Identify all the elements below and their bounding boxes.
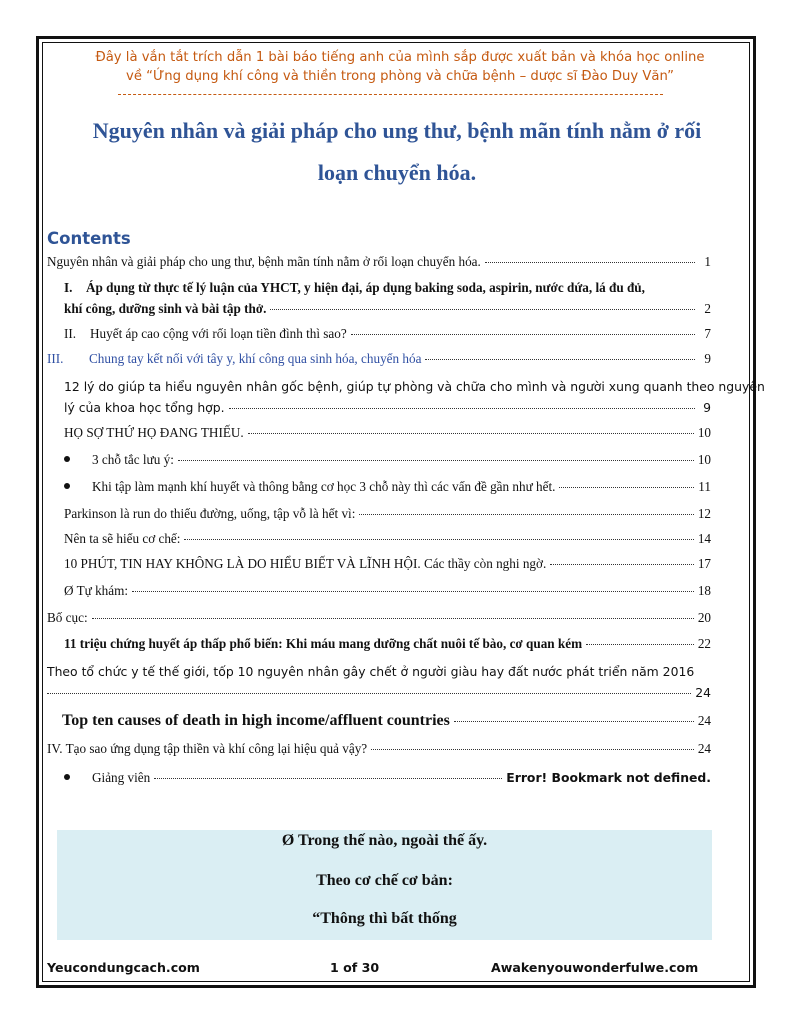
intro-line-1: Đây là vắn tắt trích dẫn 1 bài báo tiếng anh của mình sắp được xuất bản và khóa học online	[95, 50, 705, 65]
toc-entry[interactable]	[47, 254, 711, 270]
toc-page-number: 7	[704, 326, 711, 341]
toc-leader	[425, 359, 695, 360]
toc-entry[interactable]	[64, 636, 711, 652]
toc-leader	[132, 591, 694, 592]
toc-leader	[178, 460, 694, 461]
toc-leader	[586, 644, 694, 645]
toc-page-number: 10	[697, 425, 711, 440]
toc-entry-text: 10 PHÚT, TIN HAY KHÔNG LÀ DO HIỂU BIẾT VÀ LĨNH HỘI. Các thầy còn nghi ngờ.	[64, 556, 547, 571]
toc-entry-prefix: I.	[64, 280, 73, 295]
toc-entry-text: Theo tổ chức y tế thế giới, tốp 10 nguyên nhân gây chết ở người giàu hay đất nước phát triển năm 2016	[47, 664, 695, 679]
quote-box	[57, 830, 712, 940]
toc-leader	[92, 618, 694, 619]
toc-entry-text: 12 lý do giúp ta hiểu nguyên nhân gốc bệnh, giúp tự phòng và chữa cho mình và người xung quanh theo nguyên	[64, 379, 765, 394]
toc-page-number: 24	[697, 741, 711, 756]
toc-entry[interactable]	[64, 531, 711, 547]
bullet-icon	[64, 456, 70, 462]
toc-page-number: Error! Bookmark not defined.	[506, 770, 711, 785]
toc-leader	[485, 262, 695, 263]
quote-line-2: Theo cơ chế cơ bản:	[316, 872, 453, 889]
bullet-icon	[64, 483, 70, 489]
toc-leader	[184, 539, 693, 540]
dashed-divider	[118, 94, 663, 95]
toc-entry[interactable]	[64, 326, 711, 342]
toc-page-number: 9	[704, 351, 711, 366]
toc-leader	[229, 408, 695, 409]
toc-entry-text: Bố cục:	[47, 610, 88, 625]
quote-line-1: Ø Trong thế nào, ngoài thế ấy.	[281, 832, 488, 849]
toc-entry[interactable]	[64, 506, 711, 522]
toc-entry-text: Áp dụng từ thực tế lý luận của YHCT, y hiện đại, áp dụng baking soda, aspirin, nước dứa, lá đu đủ,	[86, 280, 645, 295]
toc-page-number: 10	[697, 452, 711, 467]
toc-page-number: 24	[697, 713, 711, 728]
toc-entry-text: Khi tập làm mạnh khí huyết và thông bằng cơ học 3 chỗ này thì các vấn đề gần như hết.	[92, 479, 556, 494]
toc-page-number: 14	[697, 531, 711, 546]
toc-entry-text: Nguyên nhân và giải pháp cho ung thư, bệnh mãn tính nằm ở rối loạn chuyển hóa.	[47, 254, 481, 269]
toc-entry[interactable]	[64, 770, 711, 786]
toc-leader	[351, 334, 695, 335]
toc-entry-text: Chung tay kết nối với tây y, khí công qua sinh hóa, chuyển hóa	[89, 351, 422, 366]
toc-page-number: 22	[697, 636, 711, 651]
toc-page-number: 20	[697, 610, 711, 625]
toc-entry-text: Ø Tự khám:	[64, 583, 129, 598]
toc-entry-text: 3 chỗ tắc lưu ý:	[92, 452, 174, 467]
toc-entry-text: Huyết áp cao cộng với rối loạn tiền đình thì sao?	[90, 326, 347, 341]
footer-left-site: Yeucondungcach.com	[47, 960, 200, 975]
toc-leader	[559, 487, 694, 488]
toc-entry[interactable]	[64, 479, 711, 495]
toc-entry-text: Top ten causes of death in high income/affluent countries	[62, 712, 450, 729]
toc-entry-text: HỌ SỢ THỨ HỌ ĐANG THIẾU.	[64, 425, 244, 440]
quote-line-3: “Thông thì bất thống	[312, 910, 457, 927]
toc-page-number: 17	[697, 556, 711, 571]
toc-leader	[454, 721, 694, 722]
toc-entry[interactable]	[47, 661, 711, 703]
toc-entry-text: IV. Tạo sao ứng dụng tập thiền và khí công lại hiệu quả vậy?	[47, 741, 368, 756]
toc-page-number: 18	[697, 583, 711, 598]
contents-heading: Contents	[47, 229, 131, 248]
toc-page-number: 1	[704, 254, 711, 269]
toc-leader	[154, 778, 502, 779]
toc-leader	[550, 564, 694, 565]
toc-entry-text: Nên ta sẽ hiểu cơ chế:	[64, 531, 181, 546]
toc-entry[interactable]	[64, 583, 711, 599]
toc-entry[interactable]	[64, 452, 711, 468]
toc-leader	[270, 309, 695, 310]
toc-leader	[248, 433, 694, 434]
toc-entry[interactable]	[64, 376, 765, 418]
toc-leader	[47, 693, 691, 694]
toc-entry-text: Parkinson là run do thiếu đường, uống, tập vỗ là hết vì:	[64, 506, 356, 521]
toc-page-number: 24	[695, 685, 711, 700]
page-title-line-2: loạn chuyển hóa.	[317, 160, 477, 185]
toc-entry-text-cont: lý của khoa học tổng hợp.	[64, 400, 225, 415]
toc-entry[interactable]	[47, 610, 711, 626]
footer-page-number: 1 of 30	[330, 960, 380, 975]
toc-entry-prefix: III.	[47, 351, 64, 366]
toc-entry-text: Giảng viên	[92, 770, 151, 785]
toc-leader	[371, 749, 694, 750]
toc-entry[interactable]	[62, 712, 711, 730]
toc-page-number: 11	[698, 479, 711, 494]
bullet-icon	[64, 774, 70, 780]
toc-entry[interactable]	[47, 351, 711, 367]
footer-right-site: Awakenyouwonderfulwe.com	[491, 960, 699, 975]
page-title-line-1: Nguyên nhân và giải pháp cho ung thư, bệnh mãn tính nằm ở rối	[92, 118, 702, 143]
toc-page-number: 2	[704, 301, 711, 316]
toc-entry-text-cont: khí công, dưỡng sinh và bài tập thở.	[64, 301, 267, 316]
toc-entry[interactable]	[64, 277, 711, 319]
toc-page-number: 12	[697, 506, 711, 521]
toc-entry-text: 11 triệu chứng huyết áp thấp phổ biến: Khi máu mang dưỡng chất nuôi tế bào, cơ quan kém	[64, 636, 583, 651]
intro-line-2: về “Ứng dụng khí công và thiền trong phòng và chữa bệnh – dược sĩ Đào Duy Văn”	[126, 69, 674, 84]
toc-leader	[359, 514, 693, 515]
toc-entry[interactable]	[64, 425, 711, 441]
toc-page-number: 9	[703, 400, 711, 415]
toc-entry[interactable]	[47, 741, 711, 757]
toc-entry-prefix: II.	[64, 326, 77, 341]
toc-entry[interactable]	[64, 556, 711, 572]
